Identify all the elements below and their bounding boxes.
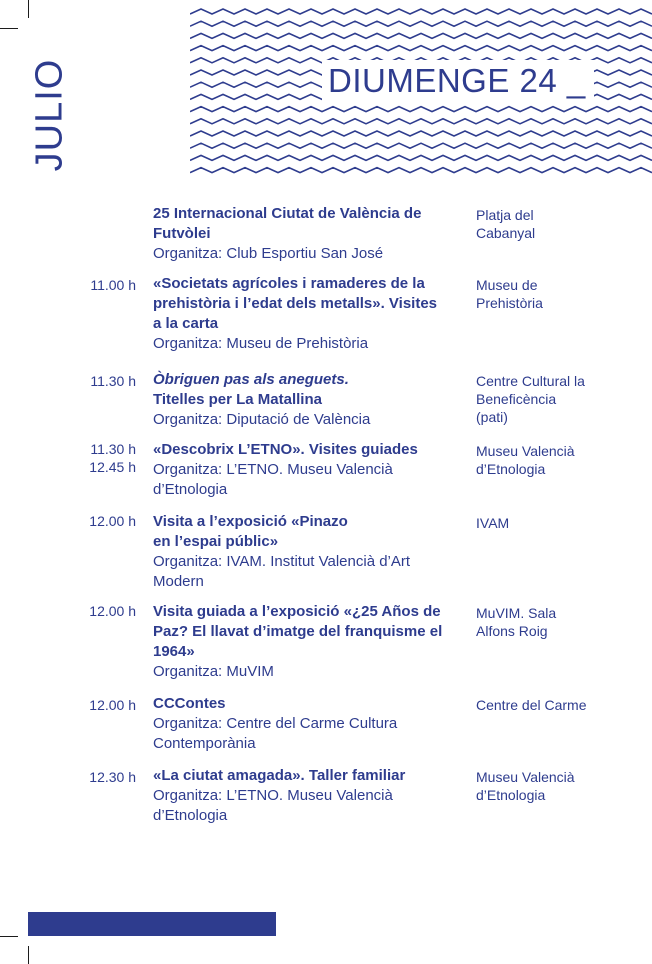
event-title: CCContes xyxy=(153,695,226,712)
zigzag-line xyxy=(190,155,652,160)
crop-mark-top-left-h xyxy=(0,28,18,29)
event-organizer: Organitza: L’ETNO. Museu Valencià d’Etnologia xyxy=(153,787,393,824)
zigzag-line xyxy=(190,9,652,14)
event-body xyxy=(153,274,443,354)
event-title: 25 Internacional Ciutat de València de Futvòlei xyxy=(153,205,422,242)
event-body xyxy=(153,370,453,430)
zigzag-line xyxy=(190,33,652,38)
crop-mark-bottom-left-h xyxy=(0,936,18,937)
event-time: 11.00 h xyxy=(90,277,136,293)
event-body xyxy=(153,694,433,754)
event-title: Visita a l’exposició «Pinazo en l’espai públic» xyxy=(153,513,348,550)
footer-accent-bar xyxy=(28,912,276,936)
event-organizer: Organitza: Museu de Prehistòria xyxy=(153,335,369,352)
event-place: Museu de Prehistòria xyxy=(476,277,543,311)
day-title: DIUMENGE 24 _ xyxy=(322,60,594,102)
event-organizer: Organitza: MuVIM xyxy=(153,663,274,680)
event-organizer: Organitza: Centre del Carme Cultura Contemporània xyxy=(153,715,398,752)
crop-mark-bottom-left-v xyxy=(28,946,29,964)
zigzag-line xyxy=(190,168,652,173)
event-body xyxy=(153,602,453,682)
event-title-italic: Òbriguen pas als aneguets. xyxy=(153,371,349,388)
event-title: «Descobrix L’ETNO». Visites guiades xyxy=(153,441,418,458)
event-time: 12.00 h xyxy=(89,603,136,619)
event-body xyxy=(153,512,443,592)
event-body xyxy=(153,204,453,264)
event-time: 12.00 h xyxy=(89,513,136,529)
month-label xyxy=(30,60,70,170)
event-place: Museu Valencià d’Etnologia xyxy=(476,769,575,803)
zigzag-line xyxy=(190,119,652,124)
zigzag-line xyxy=(190,143,652,148)
month-text: JULIO xyxy=(28,58,71,172)
event-title: Visita guiada a l’exposició «¿25 Años de Paz? El llavat d’imatge del franquisme el 1964» xyxy=(153,603,443,660)
event-title: «La ciutat amagada». Taller familiar xyxy=(153,767,406,784)
event-place: IVAM xyxy=(476,515,510,531)
event-place: MuVIM. Sala Alfons Roig xyxy=(476,605,557,639)
event-organizer: Organitza: IVAM. Institut Valencià d’Art Modern xyxy=(153,553,411,590)
event-place: Platja del Cabanyal xyxy=(476,207,536,241)
event-time: 11.30 h xyxy=(90,373,136,389)
event-title: Titelles per La Matallina xyxy=(153,391,322,408)
event-organizer: Organitza: L’ETNO. Museu Valencià d’Etnologia xyxy=(153,461,393,498)
event-title: «Societats agrícoles i ramaderes de la prehistòria i l’edat dels metalls». Visites a la carta xyxy=(153,275,438,332)
event-time: 11.30 h 12.45 h xyxy=(89,441,136,475)
zigzag-line xyxy=(190,46,652,51)
crop-mark-top-left-v xyxy=(28,0,29,18)
event-body xyxy=(153,440,443,500)
event-time: 12.00 h xyxy=(89,697,136,713)
event-place: Museu Valencià d’Etnologia xyxy=(476,443,575,477)
event-organizer: Organitza: Club Esportiu San José xyxy=(153,245,384,262)
zigzag-line xyxy=(190,21,652,26)
event-organizer: Organitza: Diputació de València xyxy=(153,411,371,428)
event-body xyxy=(153,766,443,826)
zigzag-line xyxy=(190,107,652,112)
event-place: Centre del Carme xyxy=(476,697,587,713)
event-time: 12.30 h xyxy=(89,769,136,785)
zigzag-line xyxy=(190,131,652,136)
event-place: Centre Cultural la Beneficència (pati) xyxy=(476,373,585,425)
